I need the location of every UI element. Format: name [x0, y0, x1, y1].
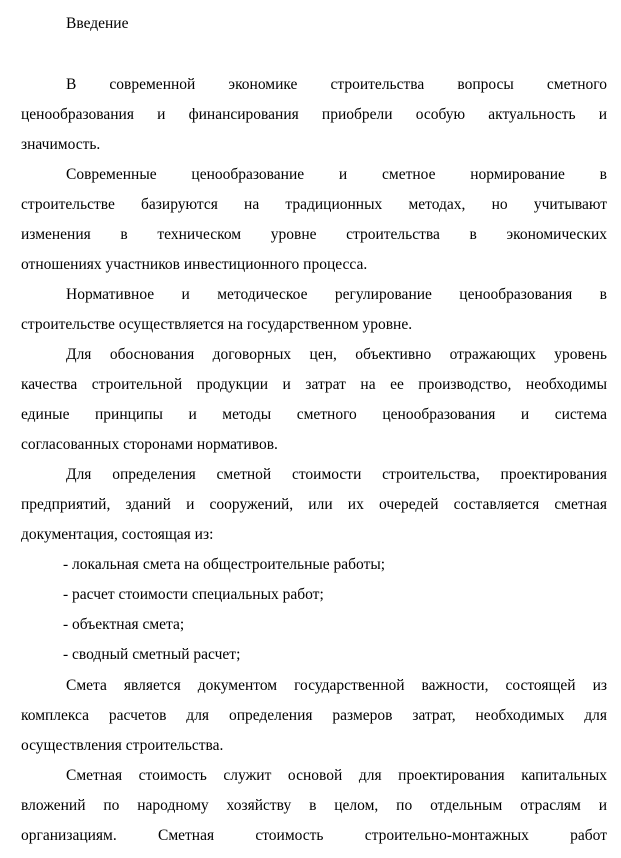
paragraph-4 — [21, 340, 607, 460]
text-line: осуществления строительства. — [21, 737, 224, 754]
text-line: согласованных сторонами нормативов. — [21, 436, 278, 453]
paragraph-5 — [21, 460, 607, 550]
list-item: - сводный сметный расчет; — [63, 646, 241, 663]
text-line: комплекса расчетов для определения размеров затрат, необходимых для — [21, 707, 607, 724]
text-line: документация, состоящая из: — [21, 526, 214, 543]
text-line: строительстве базируются на традиционных методах, но учитывают — [21, 196, 607, 213]
list-item: - расчет стоимости специальных работ; — [63, 586, 324, 603]
text-line: Нормативное и методическое регулирование ценообразования в — [66, 286, 607, 303]
text-line: единые принципы и методы сметного ценообразования и система — [21, 406, 607, 423]
list-item: - локальная смета на общестроительные работы; — [63, 556, 386, 573]
text-line: изменения в техническом уровне строительства в экономических — [21, 226, 607, 243]
paragraph-3 — [21, 280, 607, 340]
text-line: строительстве осуществляется на государственном уровне. — [21, 316, 413, 333]
text-line: качества строительной продукции и затрат на ее производство, необходимы — [21, 376, 607, 393]
text-line: значимость. — [21, 136, 101, 153]
text-line: ценообразования и финансирования приобрели особую актуальность и — [21, 106, 607, 123]
text-line: организациям. Сметная стоимость строительно-монтажных работ — [21, 827, 607, 844]
text-line: Современные ценообразование и сметное нормирование в — [66, 166, 607, 183]
text-line: вложений по народному хозяйству в целом, по отдельным отраслям и — [21, 797, 607, 814]
text-line: отношениях участников инвестиционного процесса. — [21, 256, 368, 273]
paragraph-7 — [21, 761, 607, 851]
text-line: Смета является документом государственной важности, состоящей из — [66, 677, 607, 694]
list-item: - объектная смета; — [63, 616, 185, 633]
paragraph-2 — [21, 160, 607, 280]
text-line: Для определения сметной стоимости строительства, проектирования — [66, 466, 607, 483]
text-line: предприятий, зданий и сооружений, или их очередей составляется сметная — [21, 496, 607, 513]
paragraph-6 — [21, 671, 607, 761]
document-heading: Введение — [66, 15, 129, 32]
text-line: Для обоснования договорных цен, объективно отражающих уровень — [66, 346, 607, 363]
text-line: В современной экономике строительства вопросы сметного — [66, 76, 607, 93]
text-line: Сметная стоимость служит основой для проектирования капитальных — [66, 767, 607, 784]
paragraph-1 — [21, 70, 607, 160]
